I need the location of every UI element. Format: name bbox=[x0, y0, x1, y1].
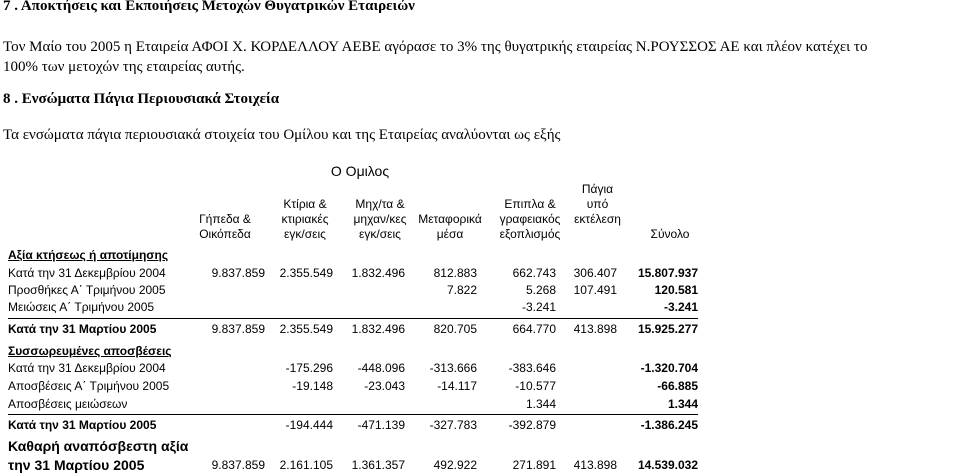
col-header-construction-l2: υπό bbox=[586, 197, 609, 211]
cell-total: -1.386.245 bbox=[640, 418, 698, 432]
row-label: Αποσβέσεις μειώσεων bbox=[8, 397, 128, 411]
cell-machinery: -448.096 bbox=[357, 361, 405, 375]
section-7-text-line1: Τον Μαίο του 2005 η Εταιρεία ΑΦΟΙ Χ. ΚΟΡΔΕΛΛΟΥ ΑΕΒΕ αγόρασε το 3% της θυγατρικής εταιρείας Ν.ΡΟΥΣΣΟΣ ΑΕ και πλέον κατέχει το bbox=[3, 39, 868, 55]
cell-furniture: 1.344 bbox=[525, 397, 556, 411]
cell-buildings: -19.148 bbox=[292, 379, 333, 393]
col-header-machinery-l4: εγκ/σεις bbox=[359, 227, 401, 241]
cell-total: 15.925.277 bbox=[637, 322, 698, 336]
cell-furniture: 664.770 bbox=[512, 322, 556, 336]
cell-vehicles: -327.783 bbox=[429, 418, 477, 432]
col-header-furniture-l4: εξοπλισμός bbox=[499, 227, 561, 241]
col-header-machinery-l2: Μηχ/τα & bbox=[355, 197, 405, 211]
cell-total: 120.581 bbox=[654, 283, 698, 297]
cell-machinery: 1.361.357 bbox=[351, 458, 405, 472]
cell-furniture: 662.743 bbox=[512, 266, 556, 280]
cell-vehicles: 7.822 bbox=[446, 283, 477, 297]
section-7-text-line2: 100% των μετοχών της εταιρείας αυτής. bbox=[3, 59, 245, 75]
cell-furniture: -10.577 bbox=[515, 379, 556, 393]
col-header-buildings-l4: εγκ/σεις bbox=[284, 227, 326, 241]
cell-vehicles: -14.117 bbox=[437, 379, 477, 393]
col-header-land-l1 bbox=[185, 182, 265, 197]
cell-buildings: 2.161.105 bbox=[279, 458, 333, 472]
col-header-construction-l4 bbox=[560, 227, 635, 242]
cell-furniture: 271.891 bbox=[512, 458, 556, 472]
cell-machinery: 1.832.496 bbox=[351, 322, 405, 336]
col-header-vehicles bbox=[405, 182, 495, 242]
cell-buildings: 2.355.549 bbox=[279, 266, 333, 280]
cell-land: 9.837.859 bbox=[211, 322, 265, 336]
col-header-furniture-l3: γραφειακός bbox=[499, 212, 561, 226]
col-header-total-l3 bbox=[625, 212, 715, 227]
col-header-land-l4: Οικόπεδα bbox=[199, 227, 251, 241]
row-label: Κατά την 31 Μαρτίου 2005 bbox=[8, 322, 157, 336]
row-label: Αποσβέσεις Α΄ Τριμήνου 2005 bbox=[8, 379, 170, 393]
cell-machinery: 1.832.496 bbox=[351, 266, 405, 280]
col-header-construction bbox=[560, 182, 635, 242]
col-header-buildings bbox=[265, 182, 345, 242]
row-label: Κατά την 31 Δεκεμβρίου 2004 bbox=[8, 361, 166, 375]
cell-total: -66.885 bbox=[657, 379, 698, 393]
cell-vehicles: -313.666 bbox=[429, 361, 477, 375]
cell-land: 9.837.859 bbox=[211, 458, 265, 472]
cell-vehicles: 820.705 bbox=[433, 322, 477, 336]
cell-buildings: 2.355.549 bbox=[279, 322, 333, 336]
col-header-construction-l1: Πάγια bbox=[581, 182, 614, 196]
row-label: Προσθήκες Α΄ Τριμήνου 2005 bbox=[8, 283, 166, 297]
row-label: Κατά την 31 Μαρτίου 2005 bbox=[8, 418, 157, 432]
col-header-buildings-l3: κτιριακές bbox=[281, 212, 329, 226]
col-header-land-l2 bbox=[185, 197, 265, 212]
divider bbox=[8, 414, 698, 415]
row-label: Κατά την 31 Δεκεμβρίου 2004 bbox=[8, 266, 166, 280]
col-header-total-l1 bbox=[625, 182, 715, 197]
col-header-vehicles-l3: Μεταφορικά bbox=[418, 212, 482, 226]
divider bbox=[8, 318, 698, 319]
col-header-vehicles-l2 bbox=[405, 197, 495, 212]
cell-buildings: -194.444 bbox=[285, 418, 333, 432]
section-cost: Αξία κτήσεως ή αποτίμησης bbox=[8, 248, 169, 262]
section-8-text: Τα ενσώματα πάγια περιουσιακά στοιχεία του Ομίλου και της Εταιρείας αναλύονται ως εξής bbox=[3, 127, 561, 143]
col-header-total-l4: Σύνολο bbox=[650, 227, 690, 241]
cell-construction: 107.491 bbox=[573, 283, 617, 297]
row-label: Μειώσεις Α΄ Τριμήνου 2005 bbox=[8, 300, 155, 314]
section-8-heading: 8 . Ενσώματα Πάγια Περιουσιακά Στοιχεία bbox=[3, 91, 280, 107]
col-header-total-l2 bbox=[625, 197, 715, 212]
cell-furniture: 5.268 bbox=[525, 283, 556, 297]
cell-construction: 413.898 bbox=[573, 322, 617, 336]
cell-vehicles: 492.922 bbox=[433, 458, 477, 472]
col-header-buildings-l2: Κτίρια & bbox=[283, 197, 327, 211]
col-header-land-l3: Γήπεδα & bbox=[199, 212, 251, 226]
col-header-machinery-l3: μηχαν/κες bbox=[353, 212, 407, 226]
col-header-furniture-l2: Επιπλα & bbox=[504, 197, 556, 211]
cell-total: 14.539.032 bbox=[637, 458, 698, 472]
cell-furniture: -3.241 bbox=[521, 300, 556, 314]
cell-machinery: -23.043 bbox=[364, 379, 405, 393]
section-7-heading: 7 . Αποκτήσεις και Εκποιήσεις Μετοχών Θυγατρικών Εταιρειών bbox=[3, 0, 415, 14]
cell-construction: 413.898 bbox=[573, 458, 617, 472]
row-label: την 31 Μαρτίου 2005 bbox=[8, 457, 145, 473]
cell-furniture: -383.646 bbox=[508, 361, 556, 375]
col-header-construction-l3: εκτέλεση bbox=[574, 212, 621, 226]
cell-total: 15.807.937 bbox=[637, 266, 698, 280]
cell-machinery: -471.139 bbox=[357, 418, 405, 432]
net-value-label: Καθαρή αναπόσβεστη αξία bbox=[8, 438, 189, 454]
cell-furniture: -392.879 bbox=[508, 418, 556, 432]
cell-total: 1.344 bbox=[667, 397, 698, 411]
cell-buildings: -175.296 bbox=[285, 361, 333, 375]
section-depreciation: Συσσωρευμένες αποσβέσεις bbox=[8, 344, 172, 358]
col-header-total bbox=[625, 182, 715, 242]
cell-land: 9.837.859 bbox=[211, 266, 265, 280]
cell-total: -1.320.704 bbox=[640, 361, 698, 375]
cell-construction: 306.407 bbox=[573, 266, 617, 280]
col-header-land bbox=[185, 182, 265, 242]
group-title: Ο Ομιλος bbox=[330, 163, 390, 179]
cell-vehicles: 812.883 bbox=[433, 266, 477, 280]
col-header-vehicles-l4: μέσα bbox=[436, 227, 464, 241]
cell-total: -3.241 bbox=[663, 300, 698, 314]
col-header-vehicles-l1 bbox=[405, 182, 495, 197]
col-header-buildings-l1 bbox=[265, 182, 345, 197]
